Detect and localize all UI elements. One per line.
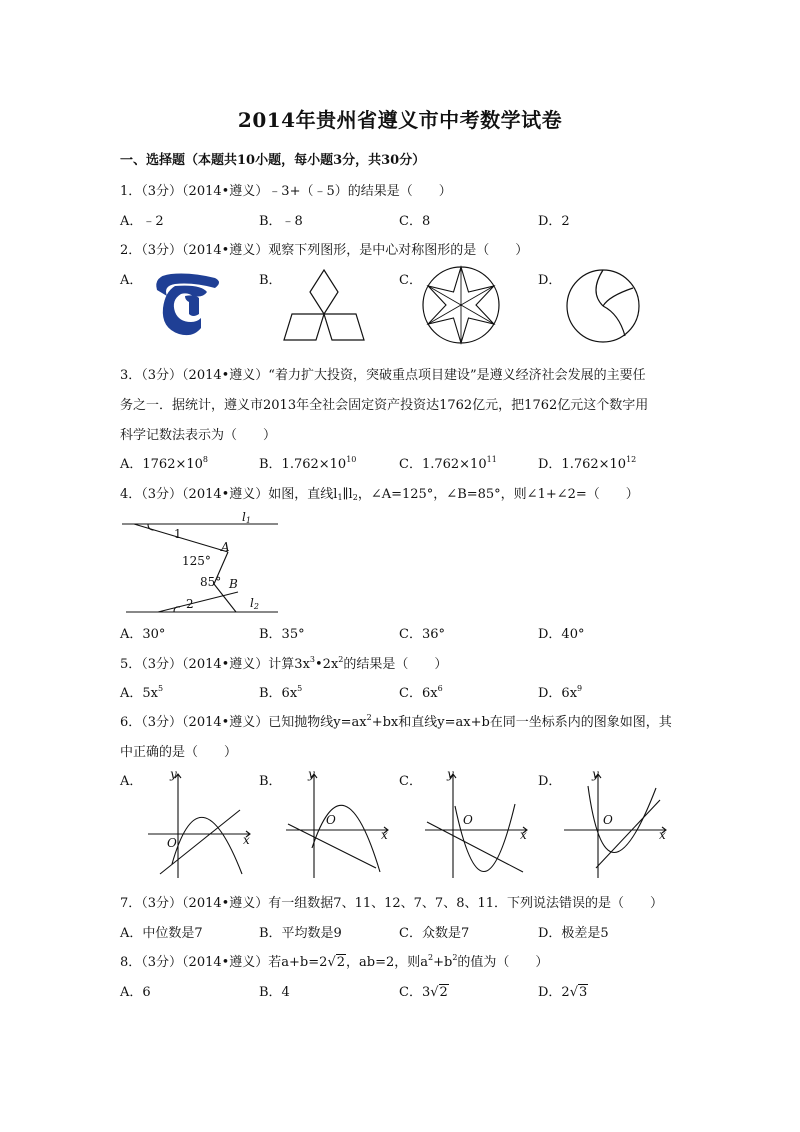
q8-option-d: D．2√3 bbox=[538, 985, 588, 1000]
question-1: 1．（3分）（2014•遵义）﹣3+（﹣5）的结果是（ ） bbox=[120, 184, 452, 199]
q2-label-b: B． bbox=[259, 273, 282, 288]
q8-option-c: C．3√2 bbox=[399, 985, 448, 1000]
page-title: 2014年贵州省遵义市中考数学试卷 bbox=[237, 108, 563, 132]
q4-line-l2-label: $l_2$ bbox=[250, 596, 259, 611]
q4-angle-2-label: 2 bbox=[186, 597, 194, 611]
q3-option-c: C．$1.762\times 10^{11}$ bbox=[399, 455, 497, 472]
q6-graph-c bbox=[423, 768, 533, 880]
q4-option-a: A．30° bbox=[120, 627, 166, 642]
q7-option-c: C．众数是7 bbox=[399, 926, 470, 941]
q6-graph-b bbox=[284, 768, 394, 880]
question-5: 5．（3分）（2014•遵义）计算$3x^3•2x^2$的结果是（ ） bbox=[120, 655, 448, 672]
q6-graph-d bbox=[562, 768, 672, 880]
q4-angle-125-label: 125° bbox=[182, 554, 211, 568]
sqrt-symbol: √2 bbox=[430, 985, 448, 1000]
q6c-origin-label: O bbox=[463, 813, 473, 827]
q2-figure-a-logo bbox=[145, 268, 225, 340]
q5-option-a: A．$5x^5$ bbox=[120, 684, 164, 701]
q8-option-b: B．4 bbox=[259, 985, 290, 1000]
question-3-line-1: 3．（3分）（2014•遵义）“着力扩大投资，突破重点项目建设”是遵义经济社会发展的主要任 bbox=[120, 368, 646, 383]
question-3-line-2: 务之一．据统计，遵义市2013年全社会固定资产投资达1762亿元，把1762亿元这个数字用 bbox=[120, 398, 649, 413]
q4-option-b: B．35° bbox=[259, 627, 305, 642]
q6a-x-label: x bbox=[243, 833, 250, 847]
q6b-x-label: x bbox=[381, 828, 388, 842]
q2-figure-d-curves bbox=[563, 266, 643, 346]
q4-angle-1-label: 1 bbox=[174, 527, 182, 541]
question-2: 2．（3分）（2014•遵义）观察下列图形，是中心对称图形的是（ ） bbox=[120, 243, 529, 258]
q1-option-c: C．8 bbox=[399, 214, 431, 229]
q6d-x-label: x bbox=[659, 828, 666, 842]
q2-figure-b-rhombus bbox=[282, 266, 366, 346]
q4-angle-85-label: 85° bbox=[200, 575, 222, 589]
q2-label-c: C． bbox=[399, 273, 422, 288]
q6c-y-label: y bbox=[447, 767, 454, 781]
q6b-y-label: y bbox=[308, 767, 315, 781]
q4-line-l1-label: $l_1$ bbox=[242, 510, 251, 525]
q8-option-a: A．6 bbox=[120, 985, 151, 1000]
question-8: 8．（3分）（2014•遵义）若a+b=2√2，ab=2，则$a^2+b^2$的值为（ ） bbox=[120, 953, 549, 970]
q6d-y-label: y bbox=[592, 767, 599, 781]
q6a-origin-label: O bbox=[167, 836, 177, 850]
q1-option-a: A．﹣2 bbox=[120, 214, 164, 229]
question-6-line-2: 中正确的是（ ） bbox=[120, 745, 238, 760]
question-4: 4．（3分）（2014•遵义）如图，直线$l_1\parallel l_2$，∠A=125°，∠B=85°，则∠1+∠2=（ ） bbox=[120, 487, 639, 502]
q6d-origin-label: O bbox=[603, 813, 613, 827]
sqrt-symbol: √2 bbox=[327, 955, 346, 970]
q2-label-a: A． bbox=[120, 273, 143, 288]
q1-option-b: B．﹣8 bbox=[259, 214, 303, 229]
q1-option-d: D．2 bbox=[538, 214, 570, 229]
sqrt-symbol: √3 bbox=[569, 985, 588, 1000]
q5-option-b: B．$6x^5$ bbox=[259, 684, 303, 701]
q6c-x-label: x bbox=[520, 828, 527, 842]
question-3-line-3: 科学记数法表示为（ ） bbox=[120, 428, 277, 443]
question-6-line-1: 6．（3分）（2014•遵义）已知抛物线$y=ax^2+bx$和直线y=ax+b在同一坐标系内的图象如图，其 bbox=[120, 713, 672, 730]
q6-label-d: D． bbox=[538, 774, 562, 789]
q6b-origin-label: O bbox=[326, 813, 336, 827]
q3-option-d: D．$1.762\times 10^{12}$ bbox=[538, 455, 637, 472]
q6-label-b: B． bbox=[259, 774, 282, 789]
q7-option-d: D．极差是5 bbox=[538, 926, 609, 941]
q7-option-a: A．中位数是7 bbox=[120, 926, 203, 941]
q6-graph-a bbox=[146, 768, 256, 880]
q4-point-b-label: B bbox=[229, 577, 238, 591]
q6a-y-label: y bbox=[170, 767, 177, 781]
q4-option-d: D．40° bbox=[538, 627, 585, 642]
q6-label-c: C． bbox=[399, 774, 422, 789]
q6-label-a: A． bbox=[120, 774, 143, 789]
q7-option-b: B．平均数是9 bbox=[259, 926, 342, 941]
q5-option-d: D．$6x^9$ bbox=[538, 684, 583, 701]
q2-figure-c-star bbox=[420, 264, 502, 346]
q3-option-b: B．$1.762\times 10^{10}$ bbox=[259, 455, 357, 472]
section-heading: 一、选择题（本题共10小题，每小题3分，共30分） bbox=[120, 153, 426, 168]
q2-label-d: D． bbox=[538, 273, 562, 288]
q4-point-a-label: A bbox=[221, 540, 230, 554]
q4-option-c: C．36° bbox=[399, 627, 445, 642]
q3-option-a: A．$1762\times 10^8$ bbox=[120, 455, 209, 472]
question-7: 7．（3分）（2014•遵义）有一组数据7、11、12、7、7、8、11．下列说法错误的是（ ） bbox=[120, 896, 664, 911]
q5-option-c: C．$6x^6$ bbox=[399, 684, 443, 701]
